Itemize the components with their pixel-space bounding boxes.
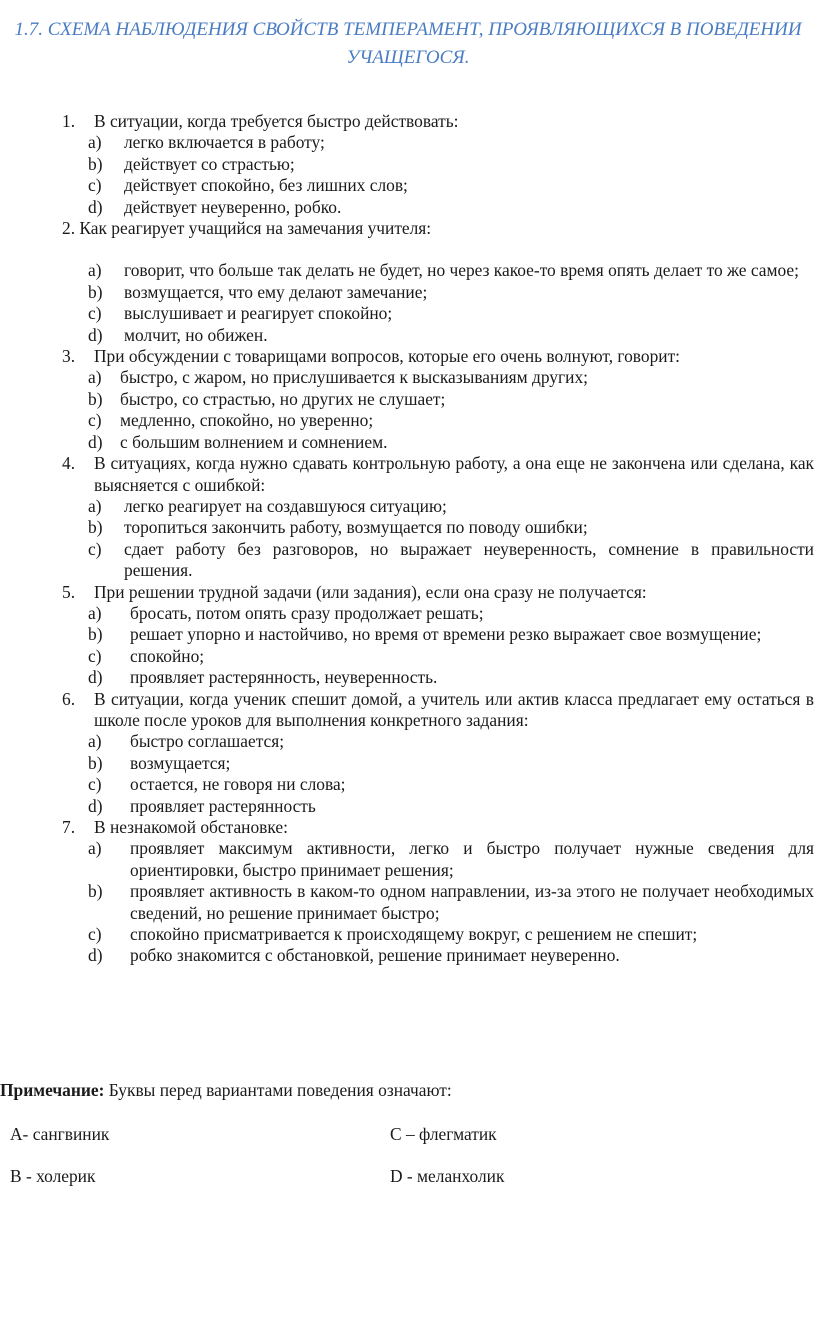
option-letter: a) xyxy=(88,495,102,516)
option xyxy=(0,924,816,945)
option-letter: a) xyxy=(88,731,102,752)
option xyxy=(0,796,816,817)
option xyxy=(0,410,816,431)
option-text: медленно, спокойно, но уверенно; xyxy=(120,410,374,431)
question-number: 7. xyxy=(62,817,76,837)
option xyxy=(0,432,816,453)
question-number: 6. xyxy=(62,688,76,709)
option-text: торопиться закончить работу, возмущается по поводу ошибки; xyxy=(124,517,588,538)
option-text: бросать, потом опять сразу продолжает решать; xyxy=(130,602,484,623)
option xyxy=(0,517,816,538)
option-text: действует спокойно, без лишних слов; xyxy=(124,175,408,196)
note xyxy=(0,1080,452,1101)
option-text: легко включается в работу; xyxy=(124,132,325,153)
legend-sanguine: А- сангвиник xyxy=(10,1124,110,1144)
option-letter: d) xyxy=(88,795,103,816)
option-letter: c) xyxy=(88,303,102,324)
option-text: быстро соглашается; xyxy=(130,731,285,752)
question-number: 4. xyxy=(62,453,76,474)
option xyxy=(0,945,816,966)
option-text: легко реагирует на создавшуюся ситуацию; xyxy=(124,495,447,516)
option-text: с большим волнением и сомнением. xyxy=(120,431,388,452)
option xyxy=(0,753,816,774)
question-text: В незнакомой обстановке: xyxy=(94,817,288,837)
question-2 xyxy=(0,218,816,346)
option xyxy=(0,838,816,881)
option-letter: a) xyxy=(88,602,102,623)
option-text: проявляет максимум активности, легко и быстро получает нужные сведения для ориентировки, быстро принимает решения; xyxy=(130,838,814,880)
option-text: робко знакомится с обстановкой, решение принимает неуверенно. xyxy=(130,945,620,966)
question-text: 2. Как реагирует учащийся на замечания учителя: xyxy=(62,218,432,239)
option-letter: d) xyxy=(88,324,103,345)
option-text: проявляет растерянность, неуверенность. xyxy=(130,667,438,688)
option-letter: a) xyxy=(88,260,102,281)
option-text: проявляет активность в каком-то одном направлении, из-за этого не получает необходимых сведений, но решение принимает быстро; xyxy=(130,881,814,923)
option xyxy=(0,774,816,795)
option-letter: b) xyxy=(88,624,103,645)
option-text: сдает работу без разговоров, но выражает неуверенность, сомнение в правильности решения. xyxy=(124,538,814,581)
option-letter: c) xyxy=(88,410,102,431)
option-text: решает упорно и настойчиво, но время от времени резко выражает свое возмущение; xyxy=(130,624,762,645)
option xyxy=(0,154,816,175)
option xyxy=(0,603,816,624)
note-text: Буквы перед вариантами поведения означают: xyxy=(104,1080,452,1100)
option-letter: c) xyxy=(88,924,102,945)
option-letter: b) xyxy=(88,752,103,773)
option-letter: a) xyxy=(88,367,102,388)
option-letter: d) xyxy=(88,431,103,452)
option xyxy=(0,731,816,752)
option xyxy=(0,282,816,303)
option-text: молчит, но обижен. xyxy=(124,324,268,345)
option-letter: b) xyxy=(88,153,103,174)
option-letter: c) xyxy=(88,175,102,196)
questions-list xyxy=(0,111,816,967)
option-text: выслушивает и реагирует спокойно; xyxy=(124,303,393,324)
question-text: В ситуациях, когда нужно сдавать контрольную работу, а она еще не закончена или сделана, как выясняется с ошибкой: xyxy=(94,453,814,495)
option-text: возмущается, что ему делают замечание; xyxy=(124,281,428,302)
option xyxy=(0,881,816,924)
question-text: В ситуации, когда требуется быстро действовать: xyxy=(94,111,459,131)
option xyxy=(0,389,816,410)
question-number: 1. xyxy=(62,111,76,131)
legend-choleric: В - холерик xyxy=(10,1166,96,1186)
option xyxy=(0,132,816,153)
question-5 xyxy=(0,582,816,689)
option xyxy=(0,197,816,218)
title-line-1: 1.7. СХЕМА НАБЛЮДЕНИЯ СВОЙСТВ ТЕМПЕРАМЕНТ, ПРОЯВЛЯЮЩИХСЯ В ПОВЕДЕНИИ xyxy=(14,19,802,40)
option-text: действует со страстью; xyxy=(124,153,295,174)
question-7 xyxy=(0,817,816,967)
option-text: говорит, что больше так делать не будет, но через какое-то время опять делает то же самое; xyxy=(124,260,799,281)
question-text: При обсуждении с товарищами вопросов, которые его очень волнуют, говорит: xyxy=(94,346,681,367)
option xyxy=(0,624,816,645)
option xyxy=(0,496,816,517)
question-3 xyxy=(0,346,816,453)
option-letter: c) xyxy=(88,645,102,666)
option-text: быстро, со страстью, но других не слушает; xyxy=(120,388,446,409)
question-text: При решении трудной задачи (или задания), если она сразу не получается: xyxy=(94,581,647,602)
option-text: спокойно присматривается к происходящему вокруг, с решением не спешит; xyxy=(130,924,698,945)
option-letter: a) xyxy=(88,838,102,859)
question-4 xyxy=(0,453,816,581)
note-label: Примечание: xyxy=(0,1080,105,1100)
option-letter: b) xyxy=(88,517,103,538)
option xyxy=(0,175,816,196)
question-number: 3. xyxy=(62,346,76,367)
option xyxy=(0,539,816,582)
option-letter: c) xyxy=(88,538,102,559)
option-letter: b) xyxy=(88,881,103,902)
option-letter: d) xyxy=(88,196,103,217)
option-letter: b) xyxy=(88,388,103,409)
question-text: В ситуации, когда ученик спешит домой, а учитель или актив класса предлагает ему остаться в школе после уроков для выполнения конкретного задания: xyxy=(94,688,814,730)
option-letter: a) xyxy=(88,132,102,153)
option-text: проявляет растерянность xyxy=(130,795,316,816)
option-letter: d) xyxy=(88,667,103,688)
option xyxy=(0,325,816,346)
legend-phlegmatic: С – флегматик xyxy=(390,1124,497,1144)
option-text: остается, не говоря ни слова; xyxy=(130,774,346,795)
option-letter: c) xyxy=(88,774,102,795)
option xyxy=(0,667,816,688)
option-text: быстро, с жаром, но прислушивается к высказываниям других; xyxy=(120,367,588,388)
legend-melancholic: D - меланхолик xyxy=(390,1166,505,1186)
option-letter: d) xyxy=(88,945,103,966)
option xyxy=(0,303,816,324)
title-line-2: УЧАЩЕГОСЯ. xyxy=(346,47,470,68)
option-text: возмущается; xyxy=(130,752,231,773)
question-6 xyxy=(0,689,816,817)
option-letter: b) xyxy=(88,281,103,302)
question-number: 5. xyxy=(62,581,76,602)
question-1 xyxy=(0,111,816,218)
page-title xyxy=(0,16,816,72)
option-text: спокойно; xyxy=(130,645,205,666)
option xyxy=(0,646,816,667)
option xyxy=(0,367,816,388)
option-text: действует неуверенно, робко. xyxy=(124,196,342,217)
option xyxy=(0,260,816,281)
